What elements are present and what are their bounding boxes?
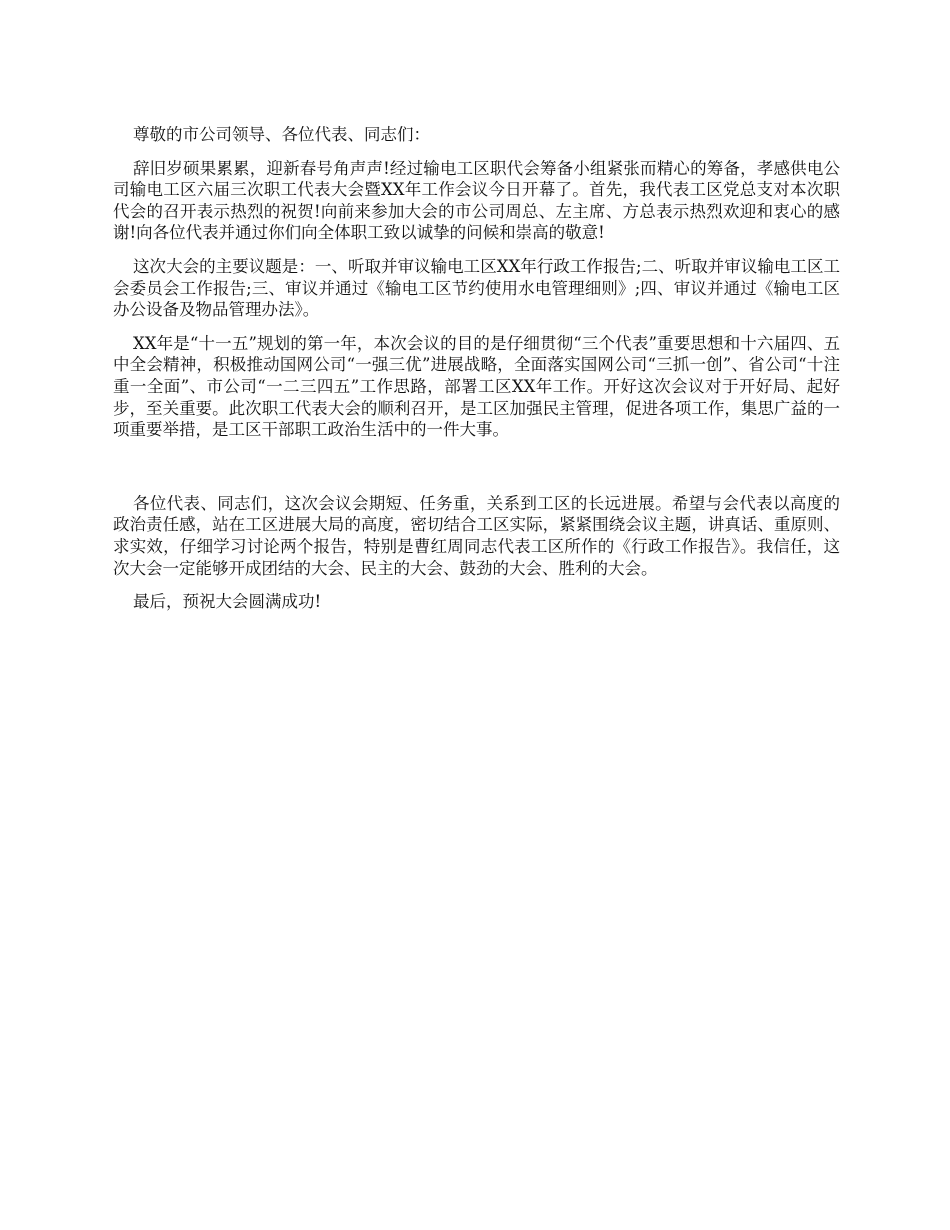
paragraph-purpose: XX年是“十一五”规划的第一年，本次会议的目的是仔细贯彻“三个代表”重要思想和十六届四、五中全会精神，积极推动国网公司“一强三优”进展战略，全面落实国网公司“三抓一创”、省公司“十注重一全面”、市公司“一二三四五”工作思路，部署工区XX年工作。开好这次会议对于开好局、起好步，至关重要。此次职工代表大会的顺利召开，是工区加强民主管理，促进各项工作，集思广益的一项重要举措，是工区干部职工政治生活中的一件大事。 <box>113 333 840 440</box>
document-body <box>113 124 840 625</box>
salutation: 尊敬的市公司领导、各位代表、同志们： <box>133 125 430 144</box>
paragraph-opening: 辞旧岁硕果累累，迎新春号角声声!经过输电工区职代会筹备小组紧张而精心的筹备，孝感供电公司输电工区六届三次职工代表大会暨XX年工作会议今日开幕了。首先，我代表工区党总支对本次职代会的召开表示热烈的祝贺!向前来参加大会的市公司周总、左主席、方总表示热烈欢迎和衷心的感谢!向各位代表并通过你们向全体职工致以诚挚的问候和崇高的敬意! <box>113 158 840 243</box>
paragraph-expectations: 各位代表、同志们，这次会议会期短、任务重，关系到工区的长远进展。希望与会代表以高度的政治责任感，站在工区进展大局的高度，密切结合工区实际，紧紧围绕会议主题，讲真话、重原则、求实效，仔细学习讨论两个报告，特别是曹红周同志代表工区所作的《行政工作报告》。我信任，这次大会一定能够开成团结的大会、民主的大会、鼓劲的大会、胜利的大会。 <box>113 493 840 578</box>
paragraph-agenda: 这次大会的主要议题是：一、听取并审议输电工区XX年行政工作报告;二、听取并审议输电工区工会委员会工作报告;三、审议并通过《输电工区节约使用水电管理细则》;四、审议并通过《输电工区办公设备及物品管理办法》。 <box>113 256 840 320</box>
paragraph-gap <box>113 453 840 493</box>
paragraph-closing: 最后，预祝大会圆满成功! <box>133 592 322 612</box>
